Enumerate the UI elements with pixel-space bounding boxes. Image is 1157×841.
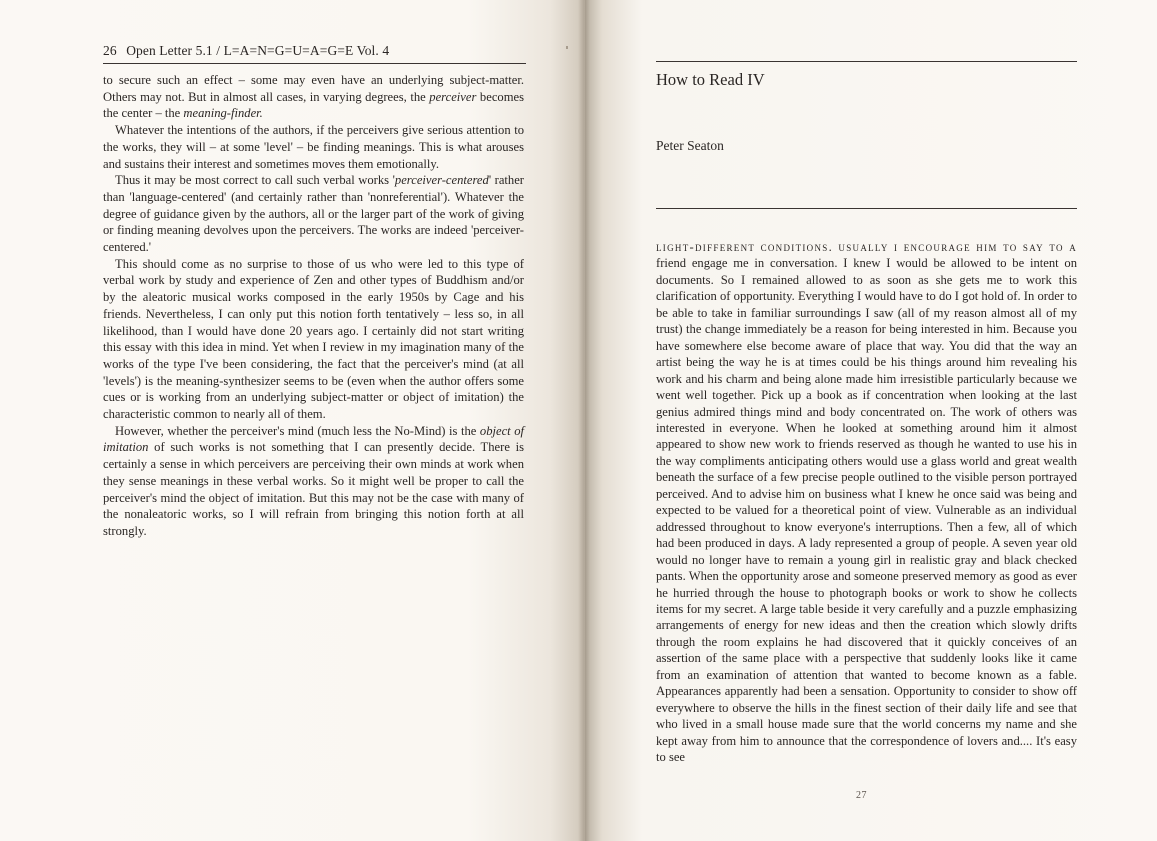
italic-text-run: perceiver xyxy=(429,89,477,104)
title-bottom-rule xyxy=(656,208,1077,209)
text-run: ' rather than 'language-centered' (and certainly rather than 'nonreferential'). Whatever the degree of guidance given by the authors, all or the larger part of the work of giving or finding meaning devolves upon the perceivers. The works are indeed 'perceiver-centered.' xyxy=(103,173,525,255)
article-body-text: friend engage me in conversation. I knew I would be allowed to be intent on documents. So I remained allowed to as soon as she gets me to work this clarification of opportunity. Everything I would have to do I got hold of. In order to be able to take in familiar surroundings I saw (all of my reason almost all of my trust) the change immediately be a reason for being interested in him. Because you have somewhere else become aware of place that way. You did that the way an artist being the way he is at times could be his things around him revealing his work and his charm and being alone made him irresistible particularly because we went well together. Pick up a book as if concentration when looking at the last genius admired things mind and body concentrated on. The work of others was interested in everyone. When he looked at something around him it almost appeared to show new work to friends reserved as though he wanted to use his in the way compliments anticipating others would use a glass world and great wealth beneath the surface of a few precise people outlined to the visible person portrayed perceived. And to advise him on business what I knew he once said was being and expected to be valued for a theoretical point of view. Vulnerable as an individual addressed throughout to know everyone's interruptions. Then a few, all of which had been produced in days. A lady represented a group of people. A seven year old would no longer have to remain a young girl in realistic gray and black checked pants. When the opportunity arose and someone preserved memory as good as ever he hurried through the house to photograph books or work to show he collects items for my secret. A large table beside it very carefully and a puzzle emphasizing arrangements of energy for new ideas and then the creation which slowly drifts through the room explains he had discovered that it quickly conceives of an assertion of the same place with a perspective that suddenly looks like it came from an examination of attention that wanted to become known as a fable. Appearances apparently had been a sensation. Opportunity to consider to show off everywhere to observe the hills in the finest section of their daily life and see that who lived in a small house made sure that the world concerns my name and she kept away from him to announce that the correspondence of lovers and.... It's easy to see xyxy=(656,256,1077,765)
text-run: This should come as no surprise to those of us who were led to this type of verbal work by study and experience of Zen and other types of Buddhism and/or by the aleatoric musical works composed in the early 1950s by Cage and his friends. Nevertheless, I can only put this notion forth tentatively – less so, in all likelihood, than I would have done 20 years ago. I certainly did not start writing this essay with this idea in mind. Yet when I review in my imagination many of the works of the type I've been considering, the fact that the perceiver's mind (at all 'levels') is the meaning-synthesizer seems to be (even when the author offers some cues or is working from an underlying subject-matter or object of imitation) the characteristic common to nearly all of them. xyxy=(103,256,524,422)
book-gutter xyxy=(578,0,590,841)
text-run: Thus it may be most correct to call such verbal works ' xyxy=(115,173,395,188)
paragraph xyxy=(103,172,524,256)
title-top-rule xyxy=(656,61,1077,62)
text-run: Whatever the intentions of the authors, if the perceivers give serious attention to the works, they will – at some 'level' – be finding meanings. This is what arouses and sustains their interest and sometimes moves them emotionally. xyxy=(103,123,524,171)
text-run: However, whether the perceiver's mind (much less the No-Mind) is the xyxy=(115,423,480,438)
left-page-body xyxy=(103,72,524,540)
italic-text-run: perceiver-centered xyxy=(394,173,489,188)
running-head-rule xyxy=(103,63,526,64)
text-run: to secure such an effect – some may even have an underlying subject-matter. Others may not. But in almost all cases, in varying degrees, the xyxy=(103,73,524,104)
paragraph xyxy=(103,423,524,540)
paragraph xyxy=(103,256,524,423)
opening-small-caps: light-different conditions. usually i encourage him to say to a xyxy=(656,240,1077,254)
running-head xyxy=(103,43,581,59)
right-page-number: 27 xyxy=(856,790,867,801)
article-author: Peter Seaton xyxy=(656,138,724,153)
paragraph xyxy=(103,122,524,172)
right-page-body xyxy=(656,239,1077,766)
italic-text-run: meaning-finder. xyxy=(183,106,263,121)
article-title: How to Read IV xyxy=(656,70,765,89)
running-head-title: Open Letter 5.1 / L=A=N=G=U=A=G=E Vol. 4 xyxy=(126,43,390,58)
left-page-number: 26 xyxy=(103,43,117,58)
article-paragraph xyxy=(656,239,1077,766)
text-run: becomes the center – the xyxy=(103,89,524,121)
paragraph xyxy=(103,72,524,122)
text-run: of such works is not something that I can presently decide. There is certainly a sense in which perceivers are perceiving their own minds at work when they sense meanings in these verbal works. So it might well be proper to call the perceiver's mind the object of imitation. But this may not be the case with many of the nonaleatoric works, so I will refrain from bringing this notion forth at all strongly. xyxy=(103,440,524,538)
italic-text-run: object of imitation xyxy=(103,423,524,455)
